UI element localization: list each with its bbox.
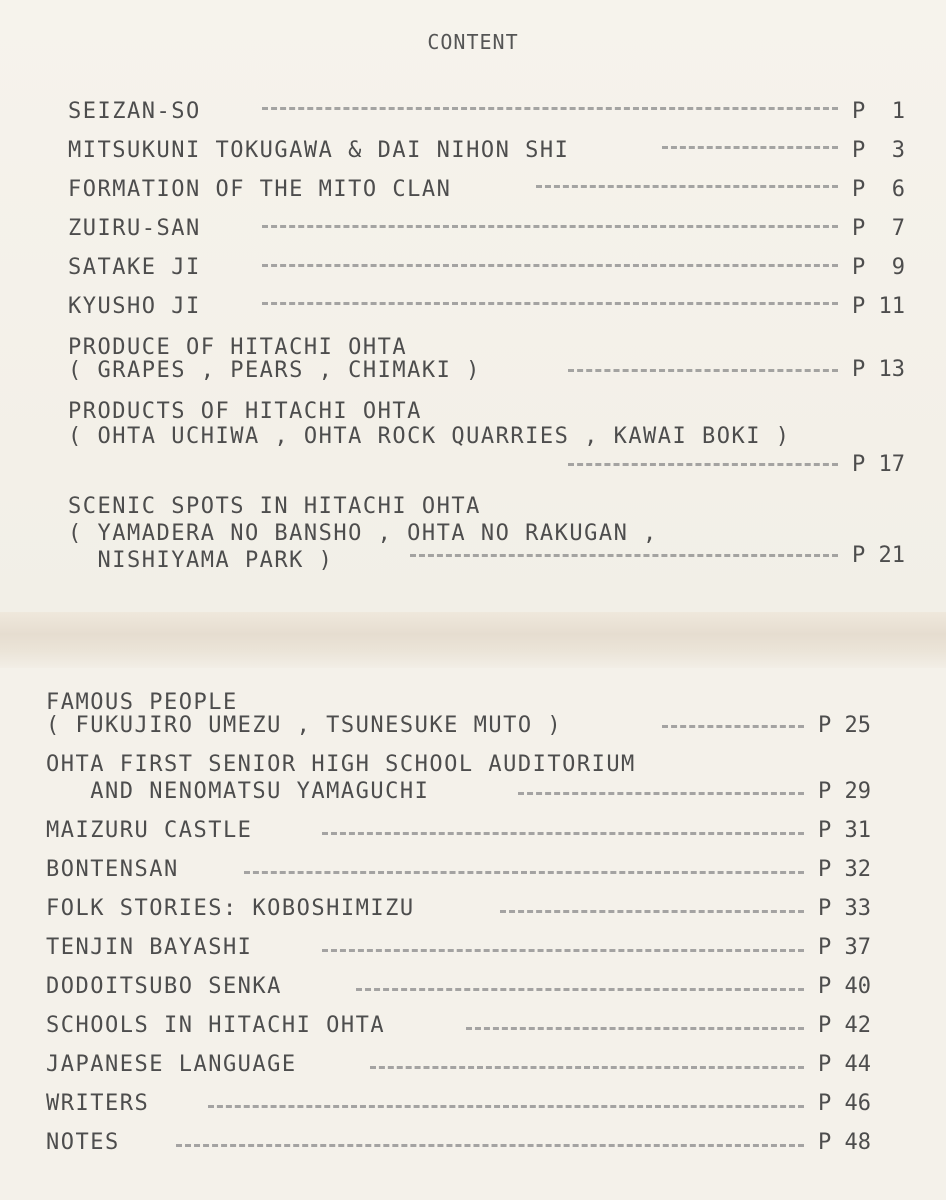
toc-entry-title: PRODUCE OF HITACHI OHTA bbox=[68, 335, 408, 360]
page-number: P 46 bbox=[818, 1091, 871, 1116]
page-number: P 31 bbox=[818, 818, 871, 843]
dotted-leader bbox=[244, 871, 804, 874]
dotted-leader bbox=[262, 302, 838, 305]
dotted-leader bbox=[208, 1105, 804, 1108]
page-fold bbox=[0, 612, 946, 668]
toc-entry-title: SCENIC SPOTS IN HITACHI OHTA bbox=[68, 494, 481, 519]
page-number: P 7 bbox=[852, 216, 905, 241]
page-number: P 48 bbox=[818, 1130, 871, 1155]
dotted-leader bbox=[410, 554, 838, 557]
page-number: P 9 bbox=[852, 255, 905, 280]
toc-entry-title: FORMATION OF THE MITO CLAN bbox=[68, 177, 452, 202]
toc-entry-title: PRODUCTS OF HITACHI OHTA bbox=[68, 399, 422, 424]
dotted-leader bbox=[500, 910, 804, 913]
toc-entry-title: AND NENOMATSU YAMAGUCHI bbox=[46, 779, 430, 804]
page-number: P 21 bbox=[852, 543, 905, 568]
toc-entry-title: MAIZURU CASTLE bbox=[46, 818, 253, 843]
toc-entry-title: ( YAMADERA NO BANSHO , OHTA NO RAKUGAN , bbox=[68, 521, 658, 546]
dotted-leader bbox=[536, 185, 838, 188]
toc-entry-title: KYUSHO JI bbox=[68, 294, 201, 319]
dotted-leader bbox=[518, 792, 804, 795]
page-number: P 13 bbox=[852, 357, 905, 382]
toc-entry-title: DODOITSUBO SENKA bbox=[46, 974, 282, 999]
page-number: P 17 bbox=[852, 452, 905, 477]
page-number: P 37 bbox=[818, 935, 871, 960]
toc-entry-title: WRITERS bbox=[46, 1091, 150, 1116]
page-number: P 6 bbox=[852, 177, 905, 202]
dotted-leader bbox=[568, 463, 838, 466]
toc-entry-title: ( OHTA UCHIWA , OHTA ROCK QUARRIES , KAWAI BOKI ) bbox=[68, 424, 791, 449]
toc-entry-title: TENJIN BAYASHI bbox=[46, 935, 253, 960]
dotted-leader bbox=[262, 264, 838, 267]
toc-entry-title: ( GRAPES , PEARS , CHIMAKI ) bbox=[68, 358, 481, 383]
dotted-leader bbox=[370, 1066, 804, 1069]
page-number: P 44 bbox=[818, 1052, 871, 1077]
toc-entry-title: SEIZAN-SO bbox=[68, 99, 201, 124]
dotted-leader bbox=[662, 146, 838, 149]
toc-entry-title: JAPANESE LANGUAGE bbox=[46, 1052, 297, 1077]
page-number: P 3 bbox=[852, 138, 905, 163]
dotted-leader bbox=[466, 1027, 804, 1030]
dotted-leader bbox=[356, 988, 804, 991]
page-number: P 42 bbox=[818, 1013, 871, 1038]
toc-entry-title: BONTENSAN bbox=[46, 857, 179, 882]
toc-entry-title: SATAKE JI bbox=[68, 255, 201, 280]
toc-entry-title: OHTA FIRST SENIOR HIGH SCHOOL AUDITORIUM bbox=[46, 752, 636, 777]
dotted-leader bbox=[262, 225, 838, 228]
page-number: P 33 bbox=[818, 896, 871, 921]
toc-entry-title: ( FUKUJIRO UMEZU , TSUNESUKE MUTO ) bbox=[46, 713, 563, 738]
dotted-leader bbox=[662, 725, 804, 728]
bottom-sheet bbox=[0, 668, 946, 1200]
dotted-leader bbox=[322, 832, 804, 835]
toc-entry-title: FAMOUS PEOPLE bbox=[46, 690, 238, 715]
dotted-leader bbox=[568, 369, 838, 372]
toc-entry-title: FOLK STORIES: KOBOSHIMIZU bbox=[46, 896, 415, 921]
page-number: P 40 bbox=[818, 974, 871, 999]
page-number: P 25 bbox=[818, 713, 871, 738]
toc-entry-title: NISHIYAMA PARK ) bbox=[68, 548, 334, 573]
page-number: P 11 bbox=[852, 294, 905, 319]
dotted-leader bbox=[322, 949, 804, 952]
page-number: P 32 bbox=[818, 857, 871, 882]
page-number: P 29 bbox=[818, 779, 871, 804]
page-title: CONTENT bbox=[427, 30, 519, 54]
toc-entry-title: NOTES bbox=[46, 1130, 120, 1155]
toc-entry-title: MITSUKUNI TOKUGAWA & DAI NIHON SHI bbox=[68, 138, 570, 163]
toc-entry-title: SCHOOLS IN HITACHI OHTA bbox=[46, 1013, 386, 1038]
dotted-leader bbox=[262, 107, 838, 110]
toc-entry-title: ZUIRU-SAN bbox=[68, 216, 201, 241]
page-number: P 1 bbox=[852, 99, 905, 124]
dotted-leader bbox=[176, 1144, 804, 1147]
